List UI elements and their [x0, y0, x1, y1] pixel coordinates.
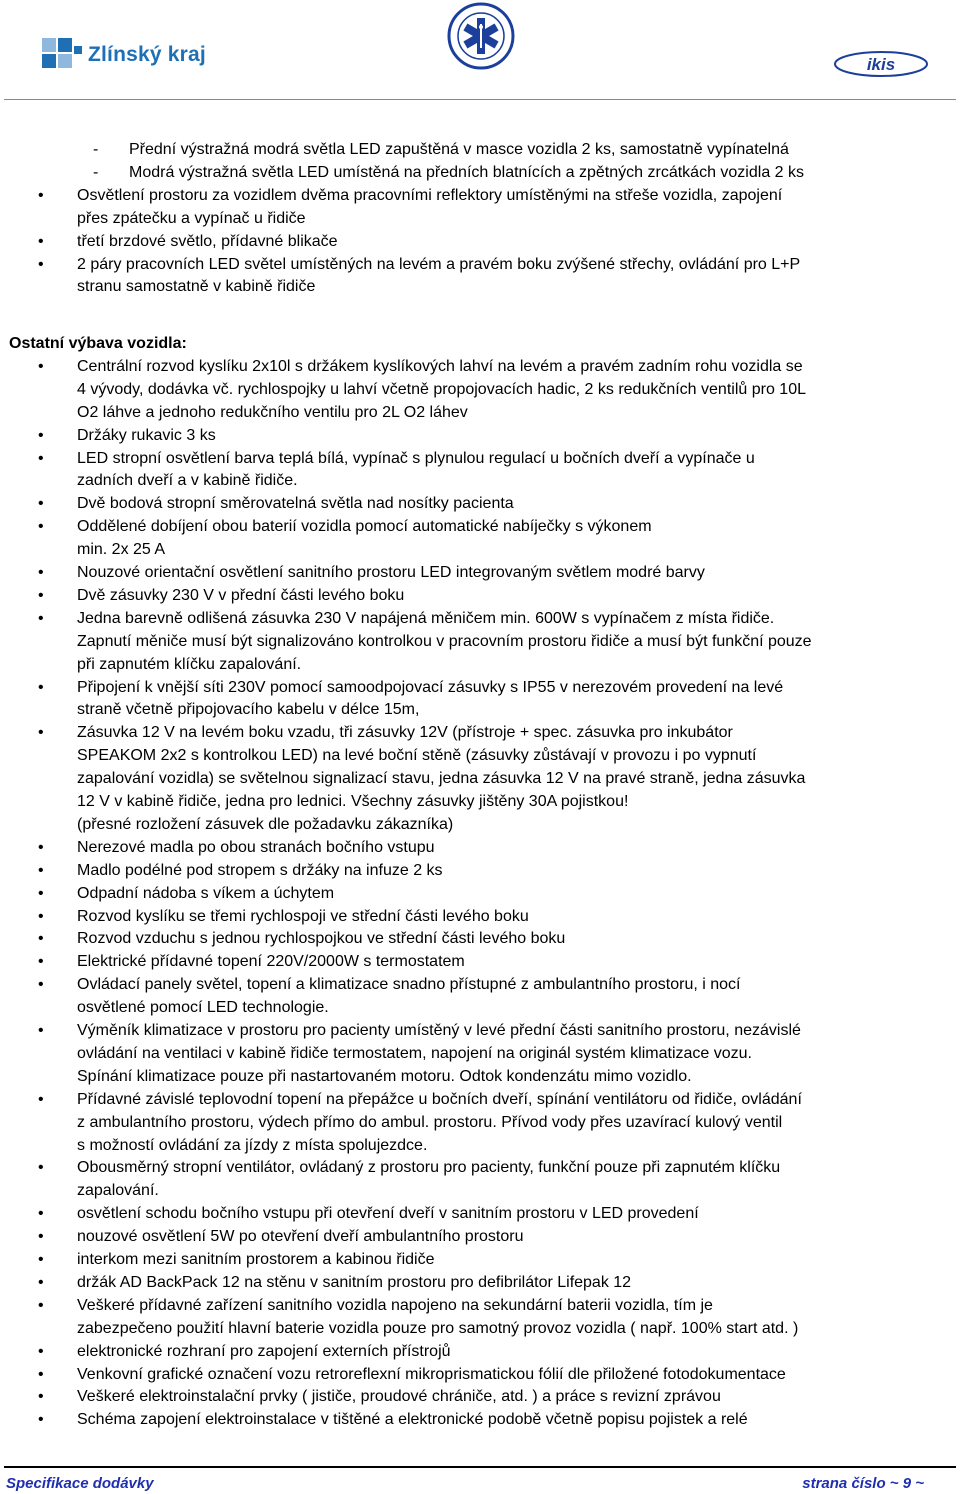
bullet-marker: •	[38, 976, 44, 994]
list-item-line: zabezpečeno použití hlavní baterie vozidla pouze pro samotný provoz vozidla ( např. 100% start atd. )	[77, 1319, 799, 1337]
list-item-line: Rozvod kyslíku se třemi rychlospoji ve střední části levého boku	[77, 907, 529, 925]
bullet-marker: •	[38, 255, 44, 273]
list-item-line: Jedna barevně odlišená zásuvka 230 V napájená měničem min. 600W s vypínačem z místa řidiče.	[77, 609, 775, 627]
list-item-line: zadních dveří a v kabině řidiče.	[77, 472, 298, 490]
zlinsky-kraj-squares-icon	[42, 38, 82, 72]
dash-marker: -	[93, 141, 99, 158]
list-item-line: Veškeré přídavné zařízení sanitního vozidla napojeno na sekundární baterii vozidla, tím je	[77, 1296, 713, 1314]
list-item-line: Centrální rozvod kyslíku 2x10l s držákem kyslíkových lahví na levém a pravém zadním rohu vozidla se	[77, 357, 803, 375]
bullet-marker: •	[38, 1251, 44, 1268]
dash-item: Přední výstražná modrá světla LED zapuštěná v masce vozidla 2 ks, samostatně vypínatelná	[129, 141, 789, 158]
list-item-line: Rozvod vzduchu s jednou rychlospojkou ve střední části levého boku	[77, 930, 566, 948]
list-item-line: Odpadní nádoba s víkem a úchytem	[77, 884, 335, 902]
bullet-marker: •	[38, 1342, 44, 1360]
bullet-marker: •	[38, 1273, 44, 1291]
star-of-life-seal-icon	[447, 2, 515, 70]
list-item-line: SPEAKOM 2x2 s kontrolkou LED) na levé boční stěně (zásuvky zůstávají v provozu i po vypnutí	[77, 747, 757, 765]
list-item-line: Schéma zapojení elektroinstalace v tištěné a elektronické podobě včetně popisu pojistek a relé	[77, 1411, 748, 1429]
bullet-marker: •	[38, 907, 44, 925]
bullet-marker: •	[38, 495, 44, 513]
list-item-line: z ambulantního prostoru, výdech přímo do ambul. prostoru. Přívod vody přes uzavírací kulový ventil	[77, 1113, 783, 1131]
list-item-line: 12 V v kabině řidiče, jedna pro lednici. Všechny zásuvky jištěny 30A pojistkou!	[77, 793, 629, 810]
list-item-line: Veškeré elektroinstalační prvky ( jističe, proudové chrániče, atd. ) a práce s revizní zprávou	[77, 1388, 721, 1406]
list-item-line: Zapnutí měniče musí být signalizováno kontrolkou v pracovním prostoru řidiče a musí být funkční pouze	[77, 632, 812, 650]
list-item-line: Osvětlení prostoru za vozidlem dvěma pracovními reflektory umístěnými na střeše vozidla, zapojení	[77, 186, 783, 204]
zlinsky-kraj-logo	[42, 38, 206, 72]
bullet-marker: •	[38, 1022, 44, 1039]
bullet-marker: •	[38, 449, 44, 467]
bullet-marker: •	[38, 1205, 44, 1223]
footer-page-number: strana číslo ~ 9 ~	[802, 1475, 924, 1492]
list-item-line: Spínání klimatizace pouze při nastartovaném motoru. Odtok kondenzátu mimo vozidlo.	[77, 1067, 692, 1085]
bullet-marker: •	[38, 1411, 44, 1429]
bullet-marker: •	[38, 1365, 44, 1383]
bullet-marker: •	[38, 1090, 44, 1108]
list-item-line: Připojení k vnější síti 230V pomocí samoodpojovací zásuvky s IP55 v nerezovém provedení na levé	[77, 678, 784, 696]
list-item-line: Výměník klimatizace v prostoru pro pacienty umístěný v levé přední části sanitního prostoru, nezávislé	[77, 1022, 801, 1039]
footer-document-title: Specifikace dodávky	[6, 1475, 154, 1492]
bullet-marker: •	[38, 609, 44, 627]
list-item-line: osvětlené pomocí LED technologie.	[77, 999, 329, 1017]
list-item-line: 2 páry pracovních LED světel umístěných na levém a pravém boku zvýšené střechy, ovládání pro L+P	[77, 255, 801, 273]
list-item-line: elektronické rozhraní pro zapojení externích přístrojů	[77, 1342, 451, 1360]
section-heading: Ostatní výbava vozidla:	[9, 335, 187, 352]
list-item-line: ovládání na ventilaci v kabině řidiče termostatem, napojení na originál systém klimatizace vozu.	[77, 1044, 752, 1062]
bullet-marker: •	[38, 884, 44, 902]
bullet-marker: •	[38, 1159, 44, 1177]
zlinsky-kraj-text: Zlínský kraj	[88, 43, 206, 66]
bullet-marker: •	[38, 518, 44, 536]
bullet-marker: •	[38, 838, 44, 856]
page-header	[0, 0, 960, 100]
list-item-line: LED stropní osvětlení barva teplá bílá, vypínač s plynulou regulací u bočních dveří a vypínače u	[77, 449, 755, 467]
list-item-line: držák AD BackPack 12 na stěnu v sanitním prostoru pro defibrilátor Lifepak 12	[77, 1273, 632, 1291]
bullet-marker: •	[38, 232, 44, 250]
list-item-line: Nerezové madla po obou stranách bočního vstupu	[77, 838, 435, 856]
list-item-line: zapalování.	[77, 1182, 159, 1200]
list-item-line: přes zpátečku a vypínač u řidiče	[77, 209, 306, 227]
bullet-marker: •	[38, 357, 44, 375]
dash-item: Modrá výstražná světla LED umístěná na předních blatnících a zpětných zrcátkách vozidla 2 ks	[129, 163, 804, 181]
list-item-line: třetí brzdové světlo, přídavné blikače	[77, 232, 338, 250]
ikis-logo-text: ikis	[866, 55, 896, 74]
bullet-marker: •	[38, 186, 44, 204]
list-item-line: Madlo podélné pod stropem s držáky na infuze 2 ks	[77, 861, 443, 879]
list-item-line: min. 2x 25 A	[77, 541, 166, 559]
list-item-line: Nouzové orientační osvětlení sanitního prostoru LED integrovaným světlem modré barvy	[77, 564, 705, 581]
list-item-line: stranu samostatně v kabině řidiče	[77, 278, 316, 296]
bullet-marker: •	[38, 1388, 44, 1406]
footer-divider	[4, 1466, 956, 1468]
bullet-marker: •	[38, 930, 44, 948]
list-item-line: osvětlení schodu bočního vstupu při otevření dveří v sanitním prostoru v LED provedení	[77, 1205, 699, 1223]
ikis-logo	[833, 50, 929, 78]
list-item-line: interkom mezi sanitním prostorem a kabinou řidiče	[77, 1251, 435, 1268]
bullet-marker: •	[38, 724, 44, 742]
header-divider	[4, 99, 956, 100]
list-item-line: Obousměrný stropní ventilátor, ovládaný z prostoru pro pacienty, funkční pouze při zapnutém klíčku	[77, 1159, 781, 1177]
dash-marker: -	[93, 163, 99, 181]
list-item-line: Držáky rukavic 3 ks	[77, 426, 216, 444]
list-item-line: 4 vývody, dodávka vč. rychlospojky u lahví včetně propojovacích hadic, 2 ks redukčních ventilů pro 10L	[77, 380, 806, 398]
list-item-line: Venkovní grafické označení vozu retroreflexní mikroprismatickou fólií dle přiložené fotodokumentace	[77, 1365, 786, 1383]
list-item-line: nouzové osvětlení 5W po otevření dveří ambulantního prostoru	[77, 1228, 524, 1246]
bullet-marker: •	[38, 586, 44, 604]
list-item-line: (přesné rozložení zásuvek dle požadavku zákazníka)	[77, 815, 454, 833]
list-item-line: zapalování vozidla) se světelnou signalizací stavu, jedna zásuvka 12 V na pravé straně, jedna zásuvka	[77, 770, 806, 788]
list-item-line: Dvě zásuvky 230 V v přední části levého boku	[77, 586, 405, 604]
list-item-line: Dvě bodová stropní směrovatelná světla nad nosítky pacienta	[77, 495, 514, 513]
bullet-marker: •	[38, 564, 44, 581]
list-item-line: při zapnutém klíčku zapalování.	[77, 655, 302, 673]
bullet-marker: •	[38, 678, 44, 696]
list-item-line: O2 láhve a jednoho redukčního ventilu pro 2L O2 láhev	[77, 403, 468, 421]
bullet-marker: •	[38, 953, 44, 971]
list-item-line: Zásuvka 12 V na levém boku vzadu, tři zásuvky 12V (přístroje + spec. zásuvka pro inkubátor	[77, 724, 733, 742]
list-item-line: straně včetně připojovacího kabelu v délce 15m,	[77, 701, 420, 719]
bullet-marker: •	[38, 1228, 44, 1246]
list-item-line: Přídavné závislé teplovodní topení na přepážce u bočních dveří, spínání ventilátoru od řidiče, ovládání	[77, 1090, 802, 1108]
list-item-line: Elektrické přídavné topení 220V/2000W s termostatem	[77, 953, 465, 971]
list-item-line: s možností ovládání za jízdy z místa spolujezdce.	[77, 1136, 428, 1154]
list-item-line: Ovládací panely světel, topení a klimatizace snadno přístupné z ambulantního prostoru, i nocí	[77, 976, 741, 994]
bullet-marker: •	[38, 861, 44, 879]
list-item-line: Oddělené dobíjení obou baterií vozidla pomocí automatické nabíječky s výkonem	[77, 518, 652, 536]
bullet-marker: •	[38, 426, 44, 444]
bullet-marker: •	[38, 1296, 44, 1314]
